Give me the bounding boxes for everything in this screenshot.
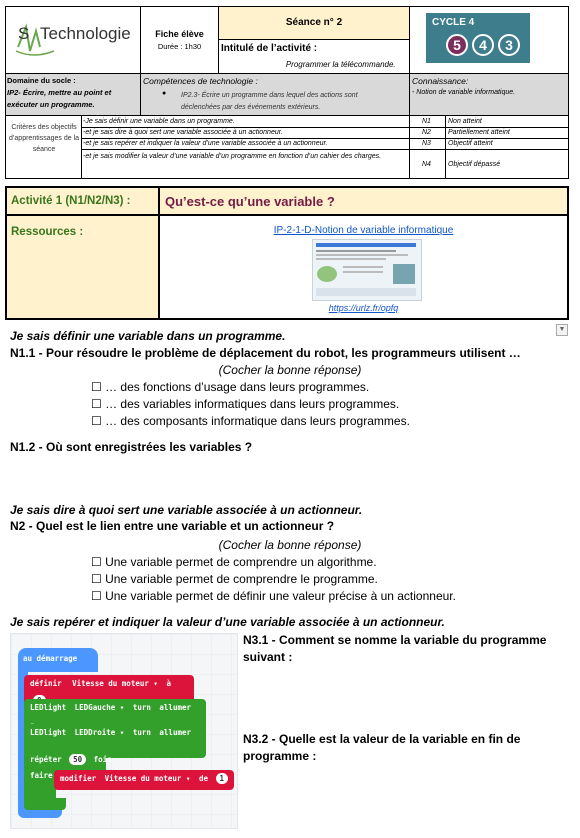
change-variable-dropdown[interactable]: Vitesse du moteur ▾ (104, 774, 191, 783)
q-n2: N2 - Quel est le lien entre une variable et un actionneur ? (10, 519, 335, 533)
section3-heading: Je sais repérer et indiquer la valeur d’une variable associée à un actionneur. (10, 615, 445, 629)
set-label: définir (30, 679, 62, 688)
cycle-number-4: 4 (472, 34, 494, 56)
activity-label-cell (6, 187, 159, 215)
repeat-label: répéter (30, 755, 62, 764)
option-2-3[interactable]: ☐ Une variable permet de définir une valeur précise à un actionneur. (91, 589, 456, 603)
option-2-2[interactable]: ☐ Une variable permet de comprendre le programme. (91, 572, 378, 586)
q-n3-2: N3.2 - Quelle est la valeur de la variable en fin de programme : (243, 732, 521, 763)
connaissance-value: - Notion de variable informatique. (412, 89, 516, 96)
cycle-number-5: 5 (446, 34, 468, 56)
fiche-cell (140, 6, 219, 74)
logo-prefix: S (18, 24, 30, 43)
ressources-label-cell (6, 215, 159, 319)
cycle-number-3: 3 (498, 34, 520, 56)
change-by-label: de (198, 774, 208, 783)
level-code-1: N1 (422, 118, 431, 125)
connaissance-label: Connaissance: (412, 76, 469, 86)
cycle-label: CYCLE 4 (432, 17, 475, 28)
critere-4: -et je sais modifier la valeur d’une variable d’un programme en fonction d’un cahier des charges. (83, 153, 382, 160)
domaine-value: IP2- Écrire, mettre au point et exécuter un programme. (7, 88, 112, 109)
led-right-dropdown[interactable]: LEDDroite ▾ (74, 728, 125, 737)
instruction-1: (Cocher la bonne réponse) (218, 363, 362, 377)
ressources-label: Ressources : (11, 226, 84, 238)
change-value-input[interactable]: 1 (216, 773, 229, 784)
resource-thumbnail[interactable] (312, 239, 422, 301)
section1-heading: Je sais définir une variable dans un programme. (10, 329, 286, 343)
q-n3-1: N3.1 - Comment se nomme la variable du programme suivant : (243, 633, 547, 664)
logo-cell (5, 6, 141, 74)
level-code-3: N3 (422, 140, 431, 147)
led-left-dropdown[interactable]: LEDGauche ▾ (74, 703, 125, 712)
change-label: modifier (60, 774, 97, 783)
level-label-4: Objectif dépassé (448, 161, 501, 168)
seance-cell (218, 6, 410, 40)
dropdown-toggle-icon[interactable]: ▼ (556, 324, 568, 336)
intitule-cell (218, 39, 410, 74)
resource-link[interactable]: IP-2-1-D-Notion de variable informatique (273, 225, 454, 236)
repeat-count-input[interactable]: 50 (69, 754, 86, 765)
seance-title: Séance n° 2 (285, 17, 343, 28)
activity-title: Qu’est-ce qu’une variable ? (165, 194, 335, 209)
domaine-label: Domaine du socle : (7, 76, 76, 85)
event-block-label: au démarrage (23, 654, 78, 663)
intitule-label: Intitulé de l’activité : (221, 43, 318, 54)
intitule-value-text: Programmer la télécommande. (285, 60, 396, 69)
critere-2: -et je sais dire à quoi sert une variable associée à un actionneur. (83, 129, 283, 136)
set-variable-dropdown[interactable]: Vitesse du moteur ▾ (72, 679, 158, 688)
level-code-2: N2 (422, 129, 431, 136)
instruction-2: (Cocher la bonne réponse) (218, 538, 362, 552)
repeat-fois-label: fois (93, 755, 112, 764)
domain-row (5, 73, 569, 116)
criteres-table (5, 115, 569, 179)
option-1-2[interactable]: ☐ … des variables informatiques dans leurs programmes. (91, 397, 400, 411)
logo-text: Technologie (40, 24, 131, 43)
q-n1-2: N1.2 - Où sont enregistrées les variables ? (10, 440, 253, 454)
critere-1: -Je sais définir une variable dans un programme. (83, 118, 235, 125)
change-variable-block[interactable] (54, 770, 234, 790)
cycle-badge (426, 13, 530, 63)
activity-table (5, 186, 569, 320)
ressources-cell (159, 215, 568, 319)
cycle-cell (409, 6, 569, 74)
option-1-1[interactable]: ☐ … des fonctions d’usage dans leurs programmes. (91, 380, 370, 394)
section2-heading: Je sais dire à quoi sert une variable associée à un actionneur. (10, 503, 363, 517)
led-right-label: LEDlight (30, 728, 67, 737)
competence-item: IP2.3- Écrire un programme dans lequel des actions sont déclenchées par des événements extérieurs. (181, 92, 358, 111)
competence-bullet: ● (162, 90, 167, 97)
repeat-do-label: faire (30, 771, 53, 780)
repeat-block-bottom (24, 798, 66, 810)
activity-label: Activité 1 (N1/N2/N3) : (11, 195, 131, 207)
led-left-label: LEDlight (30, 703, 67, 712)
block-code-area (10, 633, 238, 829)
resource-url[interactable]: https://urlz.fr/opfq (328, 303, 399, 313)
repeat-header (30, 751, 112, 768)
option-1-3[interactable]: ☐ … des composants informatique dans leurs programmes. (91, 414, 410, 428)
competences-label: Compétences de technologie : (143, 76, 258, 86)
option-2-1[interactable]: ☐ Une variable permet de comprendre un algorithme. (91, 555, 377, 569)
led-right-turn: turn (132, 728, 151, 737)
fiche-title: Fiche élève (155, 29, 204, 39)
level-label-3: Objectif atteint (448, 140, 493, 147)
level-code-4: N4 (422, 161, 431, 168)
intitule-value (219, 60, 409, 69)
q-n1-1: N1.1 - Pour résoudre le problème de déplacement du robot, les programmeurs utilisent … (10, 346, 521, 360)
level-label-1: Non atteint (448, 118, 482, 125)
activity-title-cell (159, 187, 568, 215)
set-to-label: à (166, 679, 171, 688)
led-right-state-dropdown[interactable]: allumer (159, 728, 192, 737)
critere-3: -et je sais repérer et indiquer la valeur d’une variable associée à un actionneur. (83, 140, 328, 147)
led-left-turn: turn (132, 703, 151, 712)
duree: Durée : 1h30 (157, 42, 202, 51)
led-left-state-dropdown[interactable]: allumer (159, 703, 192, 712)
level-label-2: Partiellement atteint (448, 129, 510, 136)
criteres-label: Critères des objectifs d’apprentissages de la séance (8, 124, 80, 153)
